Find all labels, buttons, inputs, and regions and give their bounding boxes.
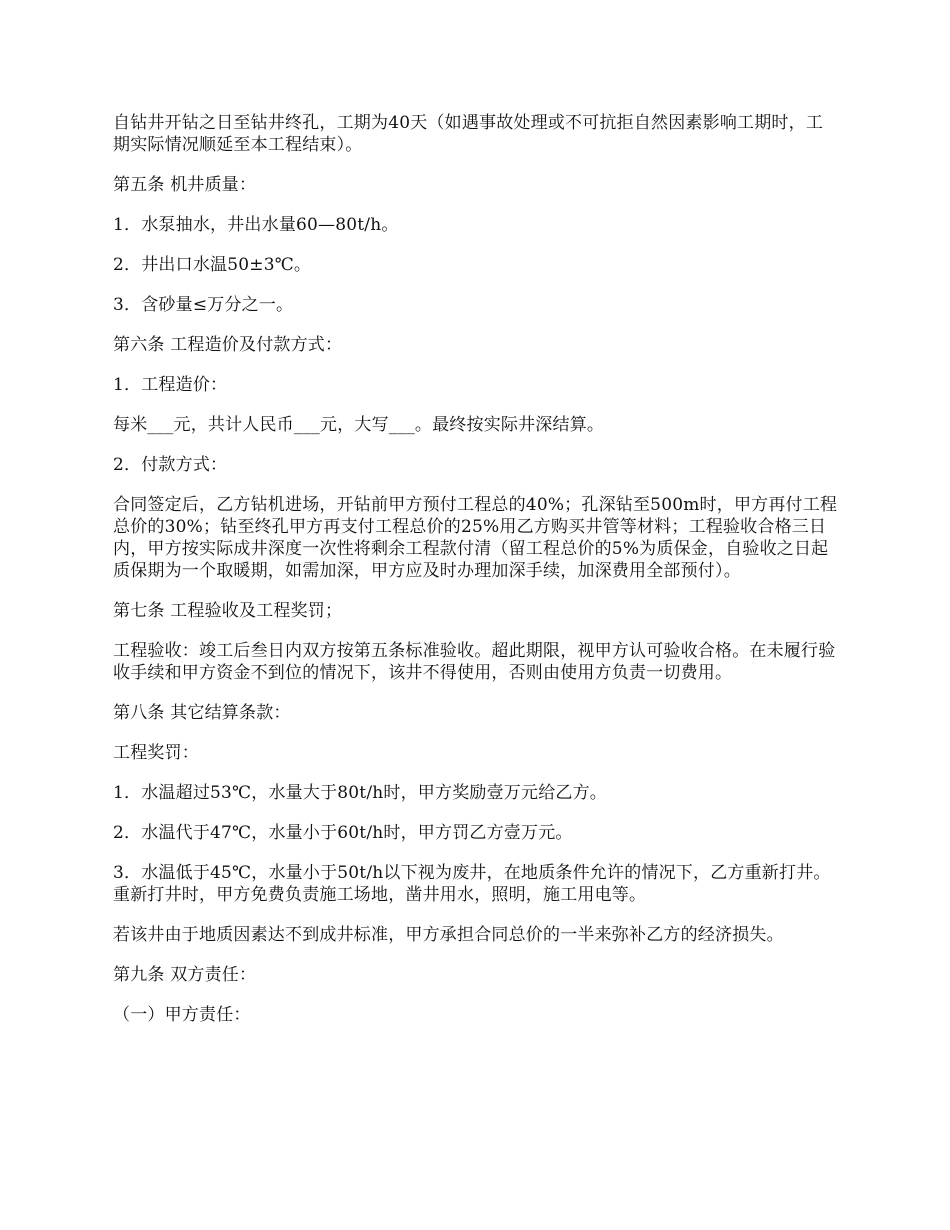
article-6-heading: 第六条 工程造价及付款方式：	[113, 335, 343, 355]
payment-terms-paragraph: 合同签定后，乙方钻机进场，开钻前甲方预付工程总的40%；孔深钻至500m时，甲方再付工程总价的30%；钻至终孔甲方再支付工程总价的25%用乙方购买井管等材料；工程验收合格三日内，甲方按实际成井深度一次性将剩余工程款付清（留工程总价的5%为质保金，自验收之日起质保期为一个取暖期，如需加深，甲方应及时办理加深手续，加深费用全部预付）。	[113, 495, 838, 581]
well-quality-item-3: 3．含砂量≤万分之一。	[113, 295, 294, 315]
penalty-item-3: 3．水温低于45℃，水量小于50t/h以下视为废井，在地质条件允许的情况下，乙方重新打井。重新打井时，甲方免费负责施工场地，凿井用水，照明，施工用电等。	[113, 863, 831, 905]
acceptance-paragraph: 工程验收：竣工后叁日内双方按第五条标准验收。超此期限，视甲方认可验收合格。在未履行验收手续和甲方资金不到位的情况下，该井不得使用，否则由使用方负责一切费用。	[113, 641, 836, 683]
payment-method-heading: 2．付款方式：	[113, 455, 228, 475]
rewards-penalties-heading: 工程奖罚：	[113, 743, 199, 763]
geological-factor-paragraph: 若该井由于地质因素达不到成井标准，甲方承担合同总价的一半来弥补乙方的经济损失。	[113, 925, 784, 945]
article-9-heading: 第九条 双方责任：	[113, 965, 257, 985]
party-a-responsibility-heading: （一）甲方责任：	[113, 1005, 251, 1025]
reward-item-1: 1．水温超过53℃，水量大于80t/h时，甲方奖励壹万元给乙方。	[113, 783, 608, 803]
penalty-item-2: 2．水温代于47℃，水量小于60t/h时，甲方罚乙方壹万元。	[113, 823, 573, 843]
article-5-heading: 第五条 机井质量：	[113, 175, 257, 195]
article-7-heading: 第七条 工程验收及工程奖罚；	[113, 601, 343, 621]
cost-per-meter-paragraph: 每米___元，共计人民币___元，大写___。最终按实际井深结算。	[113, 415, 605, 435]
well-quality-item-2: 2．井出口水温50±3℃。	[113, 255, 312, 275]
paragraph-construction-period: 自钻井开钻之日至钻井终孔，工期为40天（如遇事故处理或不可抗拒自然因素影响工期时，工期实际情况顺延至本工程结束）。	[113, 113, 824, 155]
cost-item-1-heading: 1．工程造价：	[113, 375, 228, 395]
article-8-heading: 第八条 其它结算条款：	[113, 703, 291, 723]
well-quality-item-1: 1．水泵抽水，井出水量60—80t/h。	[113, 215, 399, 235]
